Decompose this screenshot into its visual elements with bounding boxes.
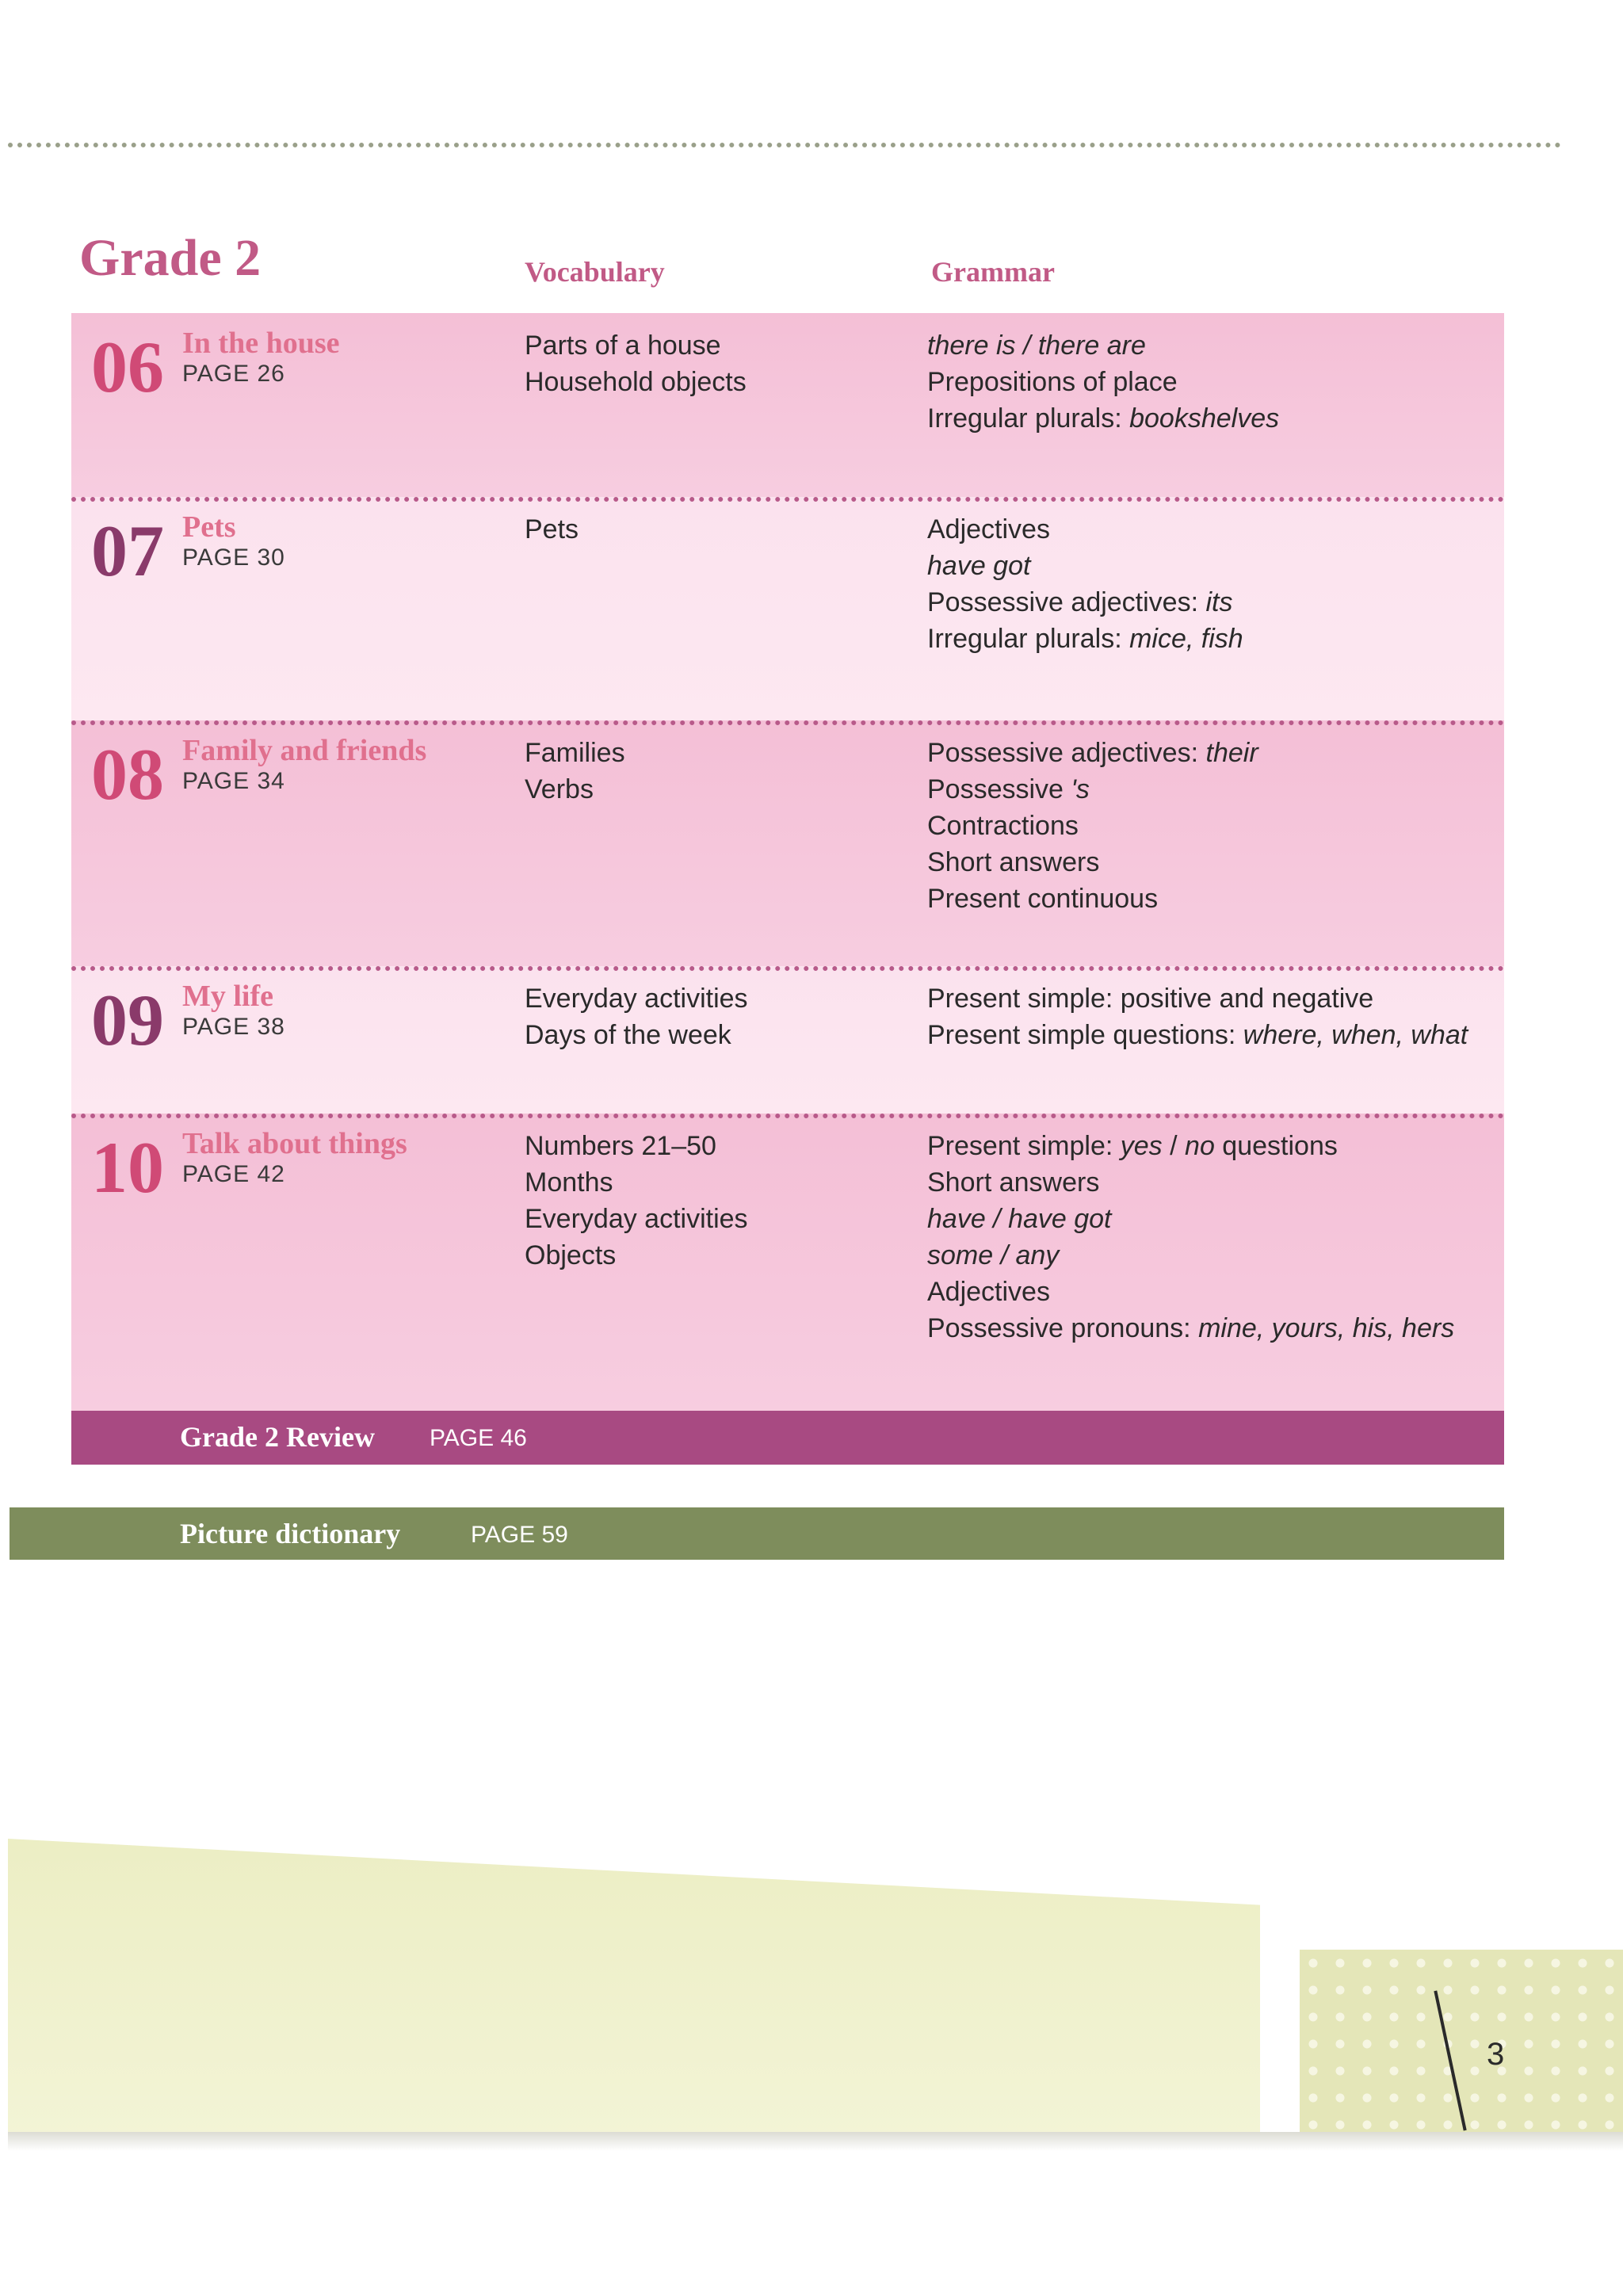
unit-page: PAGE 38	[182, 1014, 285, 1040]
vocabulary-item: Everyday activities	[525, 984, 748, 1014]
grammar-item: have got	[927, 551, 1031, 581]
vocabulary-column-heading: Vocabulary	[525, 256, 665, 288]
grammar-item: Present continuous	[927, 884, 1159, 914]
dictionary-page: PAGE 59	[471, 1522, 568, 1548]
grammar-item: Irregular plurals: bookshelves	[927, 403, 1280, 434]
unit-page: PAGE 30	[182, 544, 285, 571]
grammar-list	[927, 980, 1468, 1053]
vocabulary-item: Everyday activities	[525, 1204, 748, 1234]
review-page: PAGE 46	[430, 1425, 527, 1451]
vocabulary-item: Objects	[525, 1240, 617, 1270]
unit-row[interactable]	[71, 313, 1504, 497]
top-dotted-rule	[8, 143, 1561, 147]
unit-title: Talk about things	[182, 1127, 407, 1160]
dictionary-title: Picture dictionary	[180, 1518, 401, 1549]
grammar-item: some / any	[927, 1240, 1060, 1270]
unit-row[interactable]	[71, 720, 1504, 966]
unit-title: My life	[182, 980, 274, 1013]
dotted-divider	[71, 497, 1504, 502]
unit-page: PAGE 26	[182, 361, 285, 387]
unit-title: Pets	[182, 510, 236, 544]
unit-number: 07	[91, 510, 164, 591]
grammar-list	[927, 1128, 1454, 1347]
units-table	[71, 313, 1504, 1411]
grammar-item: there is / there are	[927, 330, 1146, 361]
unit-number: 09	[91, 980, 164, 1060]
grammar-item: Short answers	[927, 1167, 1100, 1198]
dotted-divider	[71, 1114, 1504, 1118]
vocabulary-item: Days of the week	[525, 1020, 731, 1050]
unit-page: PAGE 42	[182, 1161, 285, 1187]
picture-dictionary-bar[interactable]	[10, 1507, 1504, 1560]
grammar-list	[927, 735, 1258, 917]
unit-title: Family and friends	[182, 734, 427, 767]
grammar-item: Prepositions of place	[927, 367, 1178, 397]
dotted-divider	[71, 720, 1504, 725]
vocabulary-item: Household objects	[525, 367, 747, 397]
grammar-column-heading: Grammar	[931, 256, 1055, 288]
unit-row[interactable]	[71, 497, 1504, 720]
review-title: Grade 2 Review	[180, 1421, 375, 1453]
unit-number: 08	[91, 734, 164, 815]
grammar-item: Possessive 's	[927, 774, 1090, 804]
vocabulary-item: Families	[525, 738, 625, 768]
grammar-list	[927, 327, 1279, 437]
grammar-item: Contractions	[927, 811, 1079, 841]
grammar-item: Present simple: positive and negative	[927, 984, 1374, 1014]
unit-number: 10	[91, 1127, 164, 1208]
grammar-item: Possessive adjectives: its	[927, 587, 1233, 617]
vocabulary-item: Verbs	[525, 774, 594, 804]
grammar-item: Irregular plurals: mice, fish	[927, 624, 1243, 654]
grammar-item: Possessive adjectives: their	[927, 738, 1258, 768]
contents-header	[0, 228, 1623, 300]
grade-review-bar[interactable]	[71, 1411, 1504, 1465]
vocabulary-list	[525, 735, 625, 808]
unit-page: PAGE 34	[182, 768, 285, 794]
unit-row[interactable]	[71, 1114, 1504, 1411]
grammar-item: Present simple: yes / no questions	[927, 1131, 1338, 1161]
page-number: 3	[1487, 2037, 1505, 2072]
dotted-divider	[71, 966, 1504, 971]
grammar-item: have / have got	[927, 1204, 1112, 1234]
vocabulary-item: Parts of a house	[525, 330, 721, 361]
vocabulary-item: Months	[525, 1167, 613, 1198]
unit-row[interactable]	[71, 966, 1504, 1114]
page-edge-shadow	[8, 2132, 1623, 2151]
grammar-item: Adjectives	[927, 1277, 1050, 1307]
unit-title: In the house	[182, 327, 340, 360]
vocabulary-list	[525, 327, 747, 400]
grammar-item: Possessive pronouns: mine, yours, his, hers	[927, 1313, 1455, 1343]
grammar-list	[927, 511, 1243, 657]
grammar-item: Present simple questions: where, when, what	[927, 1020, 1468, 1050]
grammar-item: Short answers	[927, 847, 1100, 877]
vocabulary-list	[525, 1128, 748, 1274]
vocabulary-item: Pets	[525, 514, 579, 544]
decorative-bottom-band	[8, 1839, 1260, 2140]
unit-number: 06	[91, 327, 164, 407]
grade-title: Grade 2	[79, 229, 262, 287]
vocabulary-list	[525, 980, 748, 1053]
vocabulary-item: Numbers 21–50	[525, 1131, 716, 1161]
grammar-item: Adjectives	[927, 514, 1050, 544]
vocabulary-list	[525, 511, 579, 548]
